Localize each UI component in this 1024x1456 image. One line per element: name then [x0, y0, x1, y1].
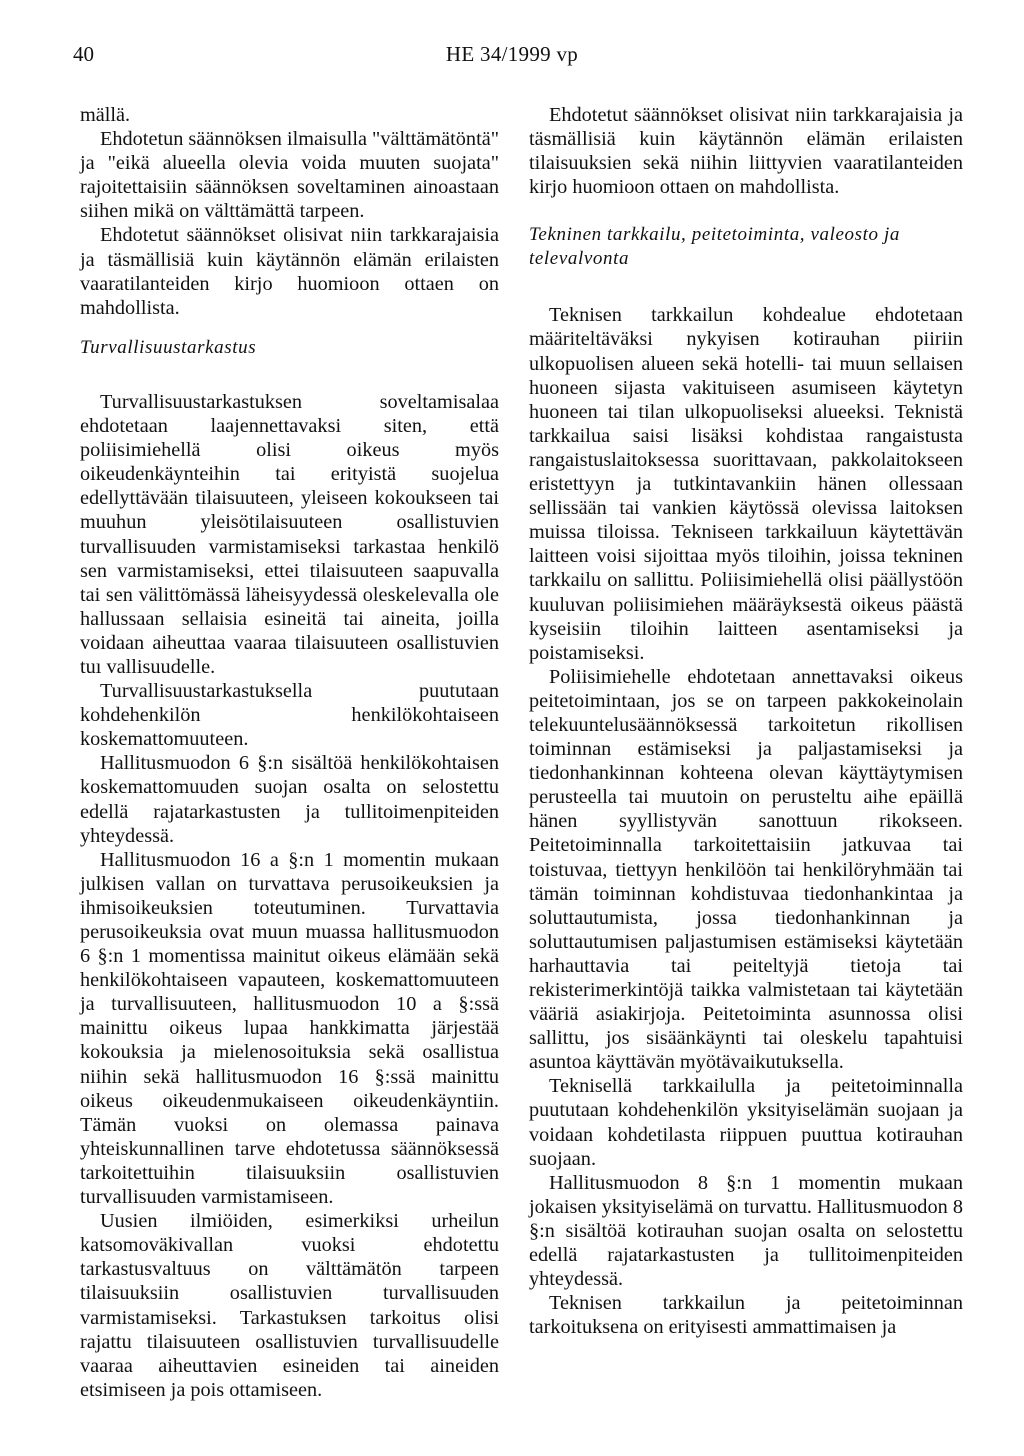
section-heading: Turvallisuustarkastus — [80, 336, 257, 358]
left-column — [80, 103, 499, 1402]
section-heading: Tekninen tarkkailu, peitetoiminta, valeosto ja televalvonta — [529, 224, 900, 270]
paragraph: Turvallisuustarkastuksella puututaan kohdehenkilön henkilökohtaiseen koskemattomuuteen. — [80, 680, 499, 751]
paragraph: Hallitusmuodon 16 a §:n 1 momentin mukaan julkisen vallan on turvattava perusoikeuksien ja ihmisoikeuksien toteutuminen. Turvattavia perusoikeuksia ovat muun muassa hallitusmuodon 6 §:n 1 momentissa mainitut oikeus elämään sekä henkilökohtaiseen vapauteen, koskemattomuuteen ja turvallisuuteen, hallitusmuodon 10 a §:ssä mainittu oikeus lupaa hankkimatta järjestää kokouksia ja mielenosoituksia sekä osallistua niihin sekä hallitusmuodon 16 §:ssä mainittu oikeus oikeudenmukaiseen oikeudenkäyntiin. Tämän vuoksi on olemassa painava yhteiskunnallinen tarve ehdotetussa säännöksessä tarkoitettuihin tilaisuuksiin osallistuvien turvallisuuden varmistamiseen. — [80, 848, 499, 1209]
running-title: HE 34/1999 vp — [445, 42, 579, 66]
page-header — [0, 42, 1024, 82]
paragraph: Poliisimiehelle ehdotetaan annettavaksi oikeus peitetoimintaan, jos se on tarpeen pakkokeinolain telekuuntelusäännöksessä tarkoitetun rikollisen toiminnan estämiseksi ja paljastamiseksi ja tiedonhankinnan kohteena olevan käyttäytymisen perusteella tai muutoin on perusteltu aihe epäillä hänen syyllistyvän sanottuun rikokseen. Peitetoiminnalla tarkoitettaisiin jatkuvaa tai toistuvaa, tiettyyn henkilöön tai henkilöryhmään tai tämän toiminnan kohdistuvaa tiedonhankintaa ja soluttautumista, jossa tiedonhankinnan ja soluttautumisen paljastumisen estämiseksi käytetään harhauttavia tai peiteltyjä tietoja tai rekisterimerkintöjä taikka valmistetaan tai käytetään vääriä asiakirjoja. Peitetoiminta asunnossa olisi sallittu, jos sisäänkäynti tai oleskelu tapahtuisi asuntoa käyttävän myötävaikutuksella. — [529, 665, 963, 1074]
paragraph: Teknisellä tarkkailulla ja peitetoiminnalla puututaan kohdehenkilön yksityiselämän suojaan ja voidaan kohdetilasta riippuen puuttua kotirauhan suojaan. — [529, 1075, 963, 1170]
paragraph: mällä. — [80, 104, 131, 126]
paragraph: Ehdotetut säännökset olisivat niin tarkkarajaisia ja täsmällisiä kuin käytännön elämän erilaisten vaaratilanteiden kirjo huomioon ottaen on mahdollista. — [80, 224, 499, 319]
paragraph: Ehdotetut säännökset olisivat niin tarkkarajaisia ja täsmällisiä kuin käytännön elämän erilaisten tilaisuuksien sekä niihin liittyvien vaaratilanteiden kirjo huomioon ottaen on mahdollista. — [529, 104, 963, 199]
paragraph: Ehdotetun säännöksen ilmaisulla "välttämätöntä" ja "eikä alueella olevia voida muuten suojata" rajoitettaisiin säännöksen soveltaminen ainoastaan siihen mikä on välttämättä tarpeen. — [80, 128, 499, 223]
right-column — [529, 103, 963, 1339]
paragraph: Hallitusmuodon 6 §:n sisältöä henkilökohtaisen koskemattomuuden suojan osalta on selostettu edellä rajatarkastusten ja tullitoimenpiteiden yhteydessä. — [80, 752, 499, 847]
paragraph: Hallitusmuodon 8 §:n 1 momentin mukaan jokaisen yksityiselämä on turvattu. Hallitusmuodon 8 §:n sisältöä kotirauhan suojan osalta on selostettu edellä rajatarkastusten ja tullitoimenpiteiden yhteydessä. — [529, 1171, 963, 1291]
paragraph: Turvallisuustarkastuksen soveltamisalaa ehdotetaan laajennettavaksi siten, että poliisimiehellä olisi oikeus myös oikeudenkäynteihin tai erityistä suojelua edellyttävään tilaisuuteen, yleiseen kokoukseen tai muuhun yleisötilaisuuteen osallistuvien turvallisuuden varmistamiseksi tarkastaa henkilö sen varmistamiseksi, ettei tilaisuuteen saapuvalla tai sen välittömässä läheisyydessä oleskelevalla ole hallussaan sellaisia esineitä tai aineita, joilla voidaan aiheuttaa vaaraa tilaisuuteen osallistuvien tuı vallisuudelle. — [80, 390, 499, 678]
page-number: 40 — [73, 42, 94, 66]
paragraph: Teknisen tarkkailun kohdealue ehdotetaan määriteltäväksi nykyisen kotirauhan piiriin ulkopuolisen alueen sekä hotelli- tai muun sellaisen huoneen sijasta vakituiseen asumiseen käytetyn huoneen tai tilan ulkopuoliseksi alueeksi. Teknistä tarkkailua saisi lisäksi kohdistaa rangaistusta rangaistuslaitoksessa suorittavaan, pakkolaitokseen eristettyyn ja tutkintavankiin hänen ollessaan sellissään tai vankien käytössä olevissa laitoksen muissa tiloissa. Tekniseen tarkkailuun käytettävän laitteen voisi sijoittaa myös tiloihin, joissa tekninen tarkkailu on sallittu. Poliisimiehellä olisi päällystöön kuuluvan poliisimiehen määräyksestä oikeus päästä kyseisiin tiloihin laitteen asentamiseksi ja poistamiseksi. — [529, 304, 963, 664]
paragraph: Uusien ilmiöiden, esimerkiksi urheilun katsomoväkivallan vuoksi ehdotettu tarkastusvaltuus on välttämätön tarpeen tilaisuuksiin osallistuvien turvallisuuden varmistamiseksi. Tarkastuksen tarkoitus olisi rajattu tilaisuuteen osallistuvien turvallisuudelle vaaraa aiheuttavien esineiden tai aineiden etsimiseen ja pois ottamiseen. — [80, 1210, 499, 1401]
paragraph: Teknisen tarkkailun ja peitetoiminnan tarkoituksena on erityisesti ammattimaisen ja — [529, 1292, 963, 1339]
